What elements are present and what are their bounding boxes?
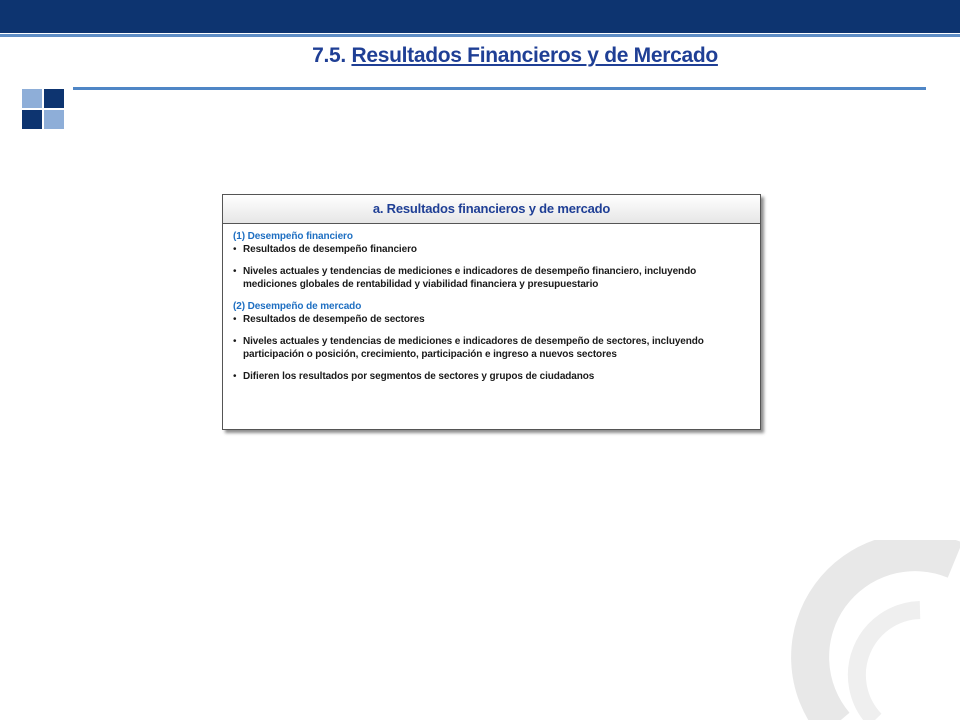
section-heading-market: (2) Desempeño de mercado bbox=[233, 301, 362, 312]
bullet-item: • Niveles actuales y tendencias de mediciones e indicadores de desempeño financiero, incluyendo mediciones globales de rentabilidad y viabilidad financiera y presupuestario bbox=[233, 265, 750, 291]
slide-title-link[interactable]: Resultados Financieros y de Mercado bbox=[351, 44, 718, 67]
bullet-item: • Niveles actuales y tendencias de mediciones e indicadores de desempeño de sectores, incluyendo participación o posición, crecimiento, participación e ingreso a nuevos sectores bbox=[233, 335, 750, 361]
slide-title bbox=[0, 44, 960, 68]
card-body bbox=[223, 224, 760, 383]
top-banner-stripe bbox=[0, 34, 960, 37]
bullet-item: • Resultados de desempeño de sectores bbox=[233, 313, 750, 326]
squares-logo-icon bbox=[22, 89, 64, 129]
section-heading-financial: (1) Desempeño financiero bbox=[233, 231, 353, 242]
bullet-item: • Difieren los resultados por segmentos de sectores y grupos de ciudadanos bbox=[233, 370, 750, 383]
top-banner bbox=[0, 0, 960, 33]
results-card bbox=[222, 194, 761, 430]
title-divider bbox=[73, 87, 926, 90]
card-header: a. Resultados financieros y de mercado bbox=[223, 195, 760, 224]
slide-title-number: 7.5. bbox=[312, 44, 352, 67]
bullet-item: • Resultados de desempeño financiero bbox=[233, 243, 750, 256]
swirl-watermark-icon bbox=[780, 540, 960, 720]
